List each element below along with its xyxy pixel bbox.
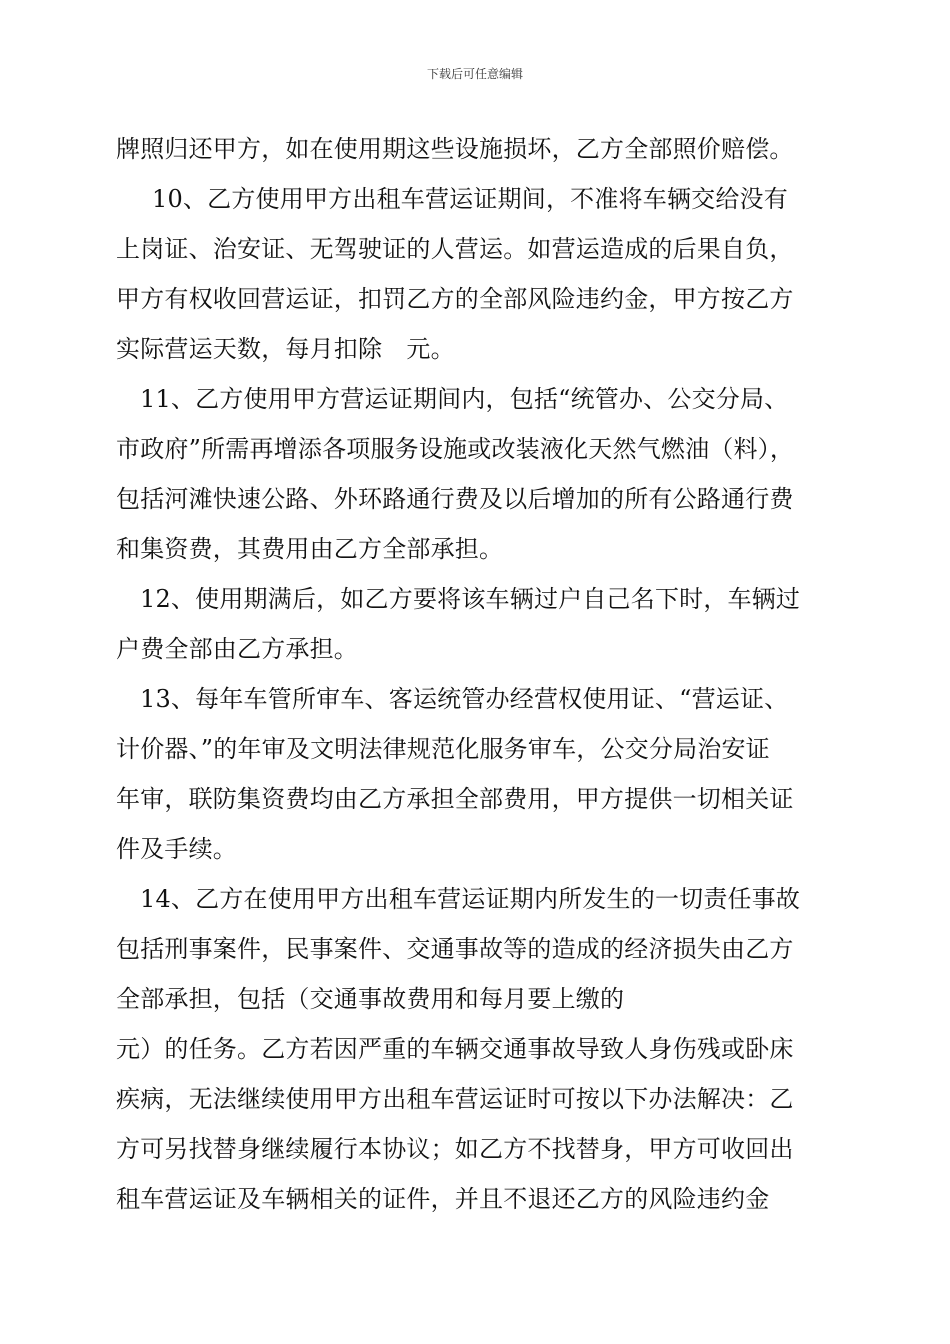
body-line: 年审，联防集资费均由乙方承担全部费用，甲方提供一切相关证 — [116, 785, 794, 813]
body-line: 12、使用期满后，如乙方要将该车辆过户自己名下时，车辆过 — [140, 585, 801, 613]
body-line: 租车营运证及车辆相关的证件，并且不退还乙方的风险违约金 — [116, 1185, 770, 1213]
body-line: 包括刑事案件，民事案件、交通事故等的造成的经济损失由乙方 — [116, 935, 794, 963]
body-line: 上岗证、治安证、无驾驶证的人营运。如营运造成的后果自负， — [116, 235, 794, 263]
body-line: 户费全部由乙方承担。 — [116, 635, 358, 663]
body-line: 实际营运天数，每月扣除 元。 — [116, 335, 455, 363]
body-line: 疾病，无法继续使用甲方出租车营运证时可按以下办法解决：乙 — [116, 1085, 794, 1113]
document-body — [116, 126, 846, 1226]
body-line: 方可另找替身继续履行本协议；如乙方不找替身，甲方可收回出 — [116, 1135, 794, 1163]
body-line: 13、每年车管所审车、客运统管办经营权使用证、“营运证、 — [140, 685, 789, 713]
body-line: 全部承担，包括（交通事故费用和每月要上缴的 — [116, 985, 625, 1013]
body-line: 甲方有权收回营运证，扣罚乙方的全部风险违约金，甲方按乙方 — [116, 285, 794, 313]
body-line: 11、乙方使用甲方营运证期间内，包括“统管办、公交分局、 — [140, 385, 789, 413]
body-line: 牌照归还甲方，如在使用期这些设施损坏，乙方全部照价赔偿。 — [116, 135, 794, 163]
body-line: 件及手续。 — [116, 835, 237, 863]
body-line: 元）的任务。乙方若因严重的车辆交通事故导致人身伤残或卧床 — [116, 1035, 794, 1063]
page-header: 下载后可任意编辑 — [426, 67, 523, 81]
body-line: 市政府”所需再增添各项服务设施或改装液化天然气燃油（料）， — [116, 435, 795, 463]
body-line: 计价器、”的年审及文明法律规范化服务审车，公交分局治安证 — [116, 735, 770, 763]
body-line: 和集资费，其费用由乙方全部承担。 — [116, 535, 504, 563]
body-line: 14、乙方在使用甲方出租车营运证期内所发生的一切责任事故 — [140, 885, 801, 913]
body-line: 包括河滩快速公路、外环路通行费及以后增加的所有公路通行费 — [116, 485, 794, 513]
body-line: 10、乙方使用甲方出租车营运证期间，不准将车辆交给没有 — [152, 185, 788, 213]
